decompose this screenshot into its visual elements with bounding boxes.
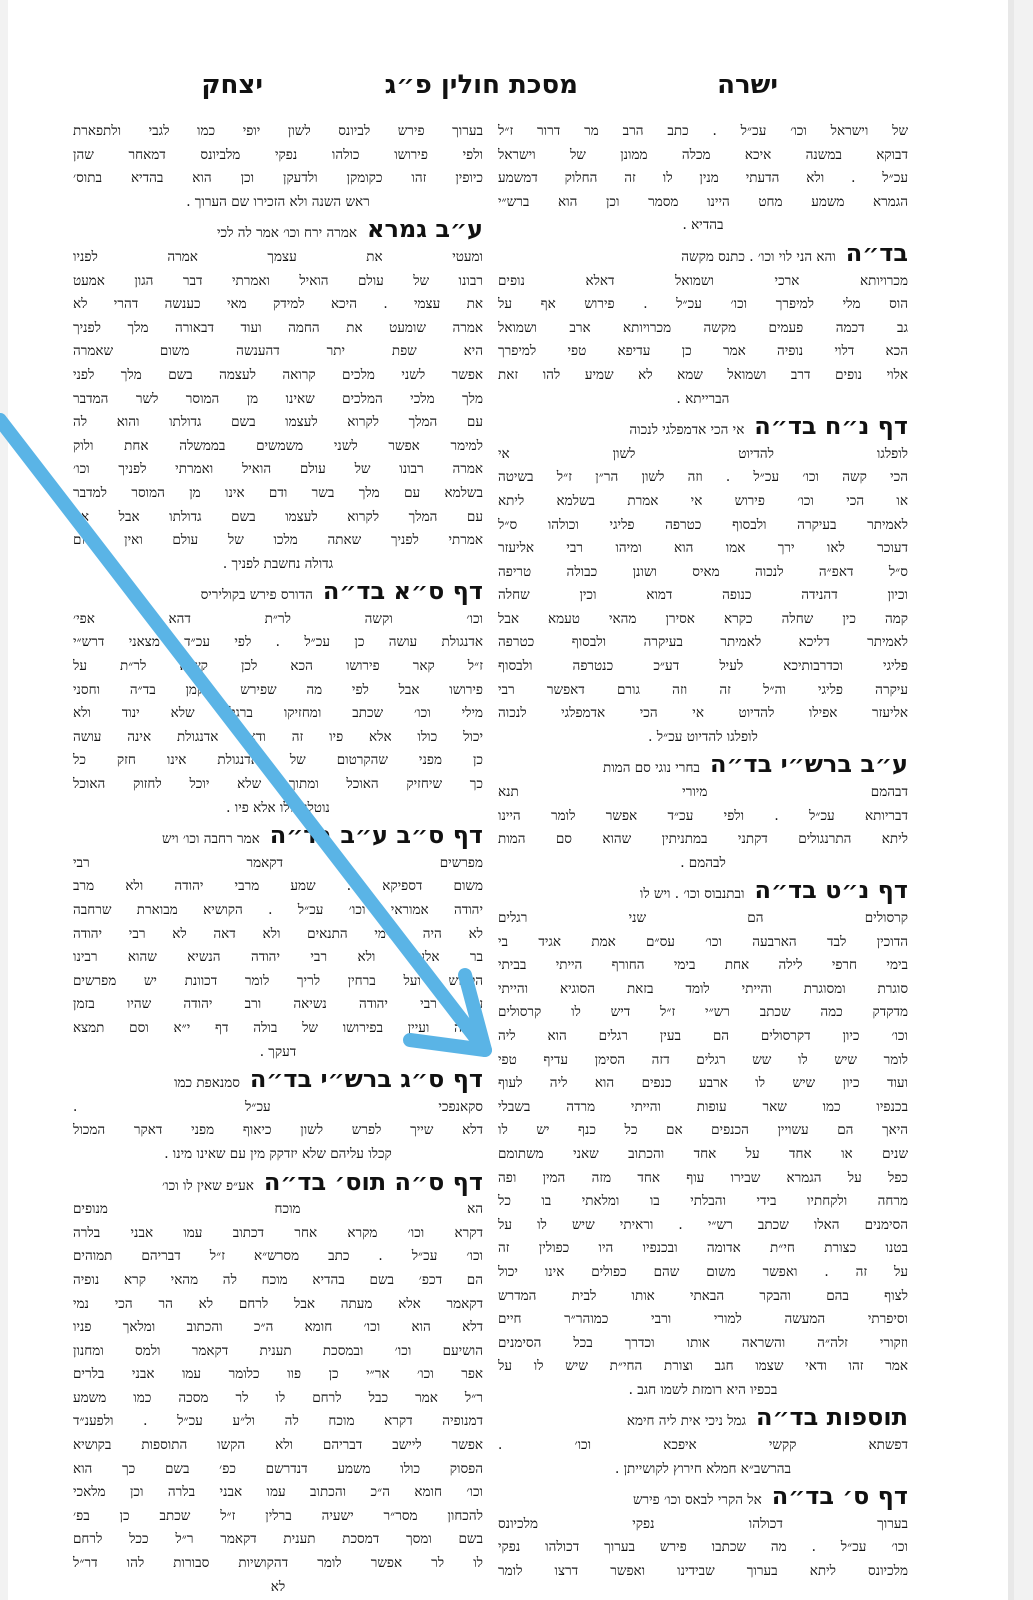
text-line: את עצמי . היכא למידק מאי כענשה דהרי לא bbox=[73, 296, 483, 313]
text-line: ז״ל קאר פירושו הכא לכן קשיא לר״ת על bbox=[73, 658, 483, 675]
text-line: הדוכין לבד הארבעה וכו׳ עס״ם אמת אגיד בי bbox=[498, 933, 908, 950]
text-line: פליגי וכדרבותיכא לעיל דע״כ כנטרפה ולבסוף bbox=[498, 658, 908, 675]
text-line: הגמרא משמע מחט היינו מסמר וכן הוא ברש״י bbox=[498, 193, 908, 210]
text-line: הוס מלי למיפרך וכו׳ עכ״ל . פירוש אף על bbox=[498, 296, 908, 313]
text-line: הושיעם וכו׳ ובמסכת תענית דקאמר ולמס ומחנון bbox=[73, 1342, 483, 1359]
text-line: בימי חרפי לילה אחת בימי החורף הייתי בביתי bbox=[498, 957, 908, 974]
text-line: וכו׳ עכ״ל . מה שכתבו פירש בערוך דכולהו נפקי bbox=[498, 1539, 908, 1556]
text-line: של וישראל וכו׳ עכ״ל . כתב הרב מר דרור ז״ל bbox=[498, 123, 908, 139]
text-line-end: נוטלו כולו אלא פיו . bbox=[226, 799, 330, 816]
text-line: דמנופיה דקרא מוכח לה ול״ע עכ״ל . ולפענ״ד bbox=[73, 1413, 483, 1430]
text-line: לאמיתר בעיקרה ולבסוף כטרפה פליגי וכולהו ס״ל bbox=[498, 516, 908, 533]
text-line: לופלגו להדיוט לשון אי bbox=[498, 445, 908, 462]
section-heading-row bbox=[498, 1402, 908, 1434]
text-line: סקאנפכי עכ״ל . bbox=[73, 1098, 483, 1115]
section-heading-row bbox=[498, 875, 908, 907]
section-lead-text: אמרה ירח וכו׳ אמר לה לכי bbox=[216, 225, 357, 242]
section-heading-row bbox=[73, 820, 483, 852]
text-line: דלא שייך לפרש לשון כיאוף מפני דאקר המכול bbox=[73, 1122, 483, 1139]
section-heading-row bbox=[498, 1481, 908, 1513]
text-line-end: בהדיא . bbox=[682, 217, 724, 234]
text-line: רבונו של עולם הואיל ואמרתי דבר הגון אמעט bbox=[73, 272, 483, 289]
text-line: יהודה אמוראי וכו׳ עכ״ל . הקושיא מבוארת שרחבה bbox=[73, 902, 483, 918]
text-line: ליתא התרנגולים דקתני במתניתין שהוא סם המות bbox=[498, 831, 908, 848]
section-heading: בד״ה bbox=[845, 238, 908, 267]
text-line: ומעטי את עצמך אמרה לפניו bbox=[73, 248, 483, 265]
text-line: דלא הוא וכו׳ חומא ה״כ והכתוב ומלאך פניו bbox=[73, 1319, 483, 1336]
text-line: אלוי נופים דרב ושמואל שמא לא שמיע להו זאת bbox=[498, 366, 908, 383]
text-line: הם דכפ׳ בשם בהדיא מוכח לה מהאי קרא נופיה bbox=[73, 1271, 483, 1288]
text-line: מדקדק כמה שכתב רש״י ז״ל דיש לו קרסולים bbox=[498, 1004, 908, 1021]
text-line: וכו׳ כיון דקרסולים הם בעין רגלים הוא ליה bbox=[498, 1027, 908, 1044]
text-line-end: לא bbox=[270, 1578, 286, 1595]
text-line-end: גדולה נחשבת לפניך . bbox=[222, 555, 334, 572]
text-line: מלך מלכי המלכים שאינו מן המוסר לשר המדבר bbox=[73, 390, 483, 407]
text-line: אמרתי לפניך שאתה מלכו של עולם ואין שום bbox=[73, 532, 483, 549]
text-line: עם המלך לקרוא לעצמו בשם גדולתו אבל אני bbox=[73, 508, 483, 525]
text-line: ר״ל אמר כבל לרחם לו לר מסכה כמו משמע bbox=[73, 1389, 483, 1406]
text-line: אדנגולת עושה כן עכ״ל . לפי עכ״ד מצאני דרש״י bbox=[73, 634, 483, 651]
text-line-end: דעקך . bbox=[259, 1043, 297, 1060]
section-heading: ע״ב גמרא bbox=[366, 215, 483, 244]
section-lead-text: סמנאפת כמו bbox=[174, 1075, 240, 1092]
section-lead-text: גמל ניכי אית ליה חימא bbox=[626, 1413, 746, 1430]
text-line: אפר וכו׳ אר״י כן פוו כלומר עמו אבני בלרים bbox=[73, 1366, 483, 1383]
text-line: קרסולים הם שני רגלים bbox=[498, 910, 908, 926]
text-line: בטנו כצורת חי״ת אדומה ובכנפיו היו כפולין זה bbox=[498, 1240, 908, 1257]
section-lead-text: אי הכי אדמפלגי לנכוה bbox=[629, 422, 745, 439]
text-line: משום דספיקא . שמע מרבי יהודה ולא מרב bbox=[73, 878, 483, 895]
text-line: דעוכר לאו ירך אמו הוא ומיהו רבי אליעזר bbox=[498, 540, 908, 557]
section-heading-row bbox=[73, 1064, 483, 1096]
text-line: מילי וכו׳ שכתב ומחזיקו ברגלו שלא ינוד ולא bbox=[73, 705, 483, 722]
text-line: אמרה רבונו של עולם הואיל ואמרתי לפניך וכו׳ bbox=[73, 461, 483, 478]
text-line: וכו׳ חומא ה״כ והכתוב עמו אבני בלרה וכן מלאכי bbox=[73, 1484, 483, 1501]
text-line: כך שיחזיק האוכל ומתוך שלא יוכל לחזוק האוכל bbox=[73, 776, 483, 793]
text-line: לו לר אפשר לומר דהקושיות סבורות להו דר״ל bbox=[73, 1555, 483, 1572]
section-lead-text: הדורס פירש בקוליריס bbox=[200, 587, 313, 604]
text-line: כן מפני שהקרטום של אדנגולת אינו חזק כל bbox=[73, 752, 483, 769]
text-line: להכחון מסר״ר ישעיה ברלין ז״ל שכתב כן בפ׳ bbox=[73, 1507, 483, 1524]
text-line: למימר אפשר לשני משמשים בממשלה אחת ולוק bbox=[73, 437, 483, 454]
text-line: מלכיונס ליתא בערוך שבידינו ואפשר דרצו לומר bbox=[498, 1563, 908, 1580]
text-line: שנים או אחד על אחד והכתוב שאני משתומם bbox=[498, 1145, 908, 1162]
text-line: בשם ומסך דמסכת תענית דקאמר ר״ל ככל לרחם bbox=[73, 1531, 483, 1548]
text-line: וכו׳ וקשה לר״ת דהא אפי׳ bbox=[73, 610, 483, 627]
text-line: לא היה בימי התנאים ולא דאה לא רבי יהודה bbox=[73, 925, 483, 942]
text-line: כפל על הגמרא שבירו עוף אחד מזה המין ופה bbox=[498, 1169, 908, 1186]
text-line: על זה . ואפשר משום שהם כפולים אינו יכול bbox=[498, 1263, 908, 1280]
text-line: ועוד כיון שיש לו ארבע כנפים הוא ליה לעוף bbox=[498, 1075, 908, 1092]
text-line: אמרה שומעט את החמה ועוד דבאורה מלך לפניך bbox=[73, 319, 483, 336]
text-line: סוגרת ומסוגרת והייתי לומד בזאת הסוגיא והייתי bbox=[498, 980, 908, 997]
scanned-page bbox=[8, 0, 1014, 1600]
text-line: לצוף בהם והבקר הבאתי אותו לבית המדרש bbox=[498, 1287, 908, 1304]
section-heading: דף ס״ב ע״ב בד״ה bbox=[269, 821, 483, 850]
section-heading: דף ס״ג ברש״י בד״ה bbox=[249, 1065, 483, 1094]
section-heading-row bbox=[498, 411, 908, 443]
left-column bbox=[73, 120, 483, 1599]
text-line: הסימנים האלו שכתב רש״י . וראיתי שיש לו על bbox=[498, 1216, 908, 1233]
section-heading: ע״ב ברש״י בד״ה bbox=[709, 750, 908, 779]
text-line: דקאמר אלא מעתה אבל לרחם לא הר הכי נמי bbox=[73, 1295, 483, 1312]
text-line: וזקורי זלה״ה והשראה אותו וכדרך בכל הסימנים bbox=[498, 1334, 908, 1351]
section-lead-text: והא הני לוי וכו׳ . כתנס מקשה bbox=[681, 248, 836, 265]
header-right-word: ישרה bbox=[717, 70, 778, 100]
text-line-end: ראש השנה ולא הזכירו שם הערוך . bbox=[186, 193, 370, 210]
section-heading: דף נ״ט בד״ה bbox=[754, 876, 908, 905]
text-line: לומר שיש לו שש רגלים דזה הסימן עדיף טפי bbox=[498, 1051, 908, 1068]
text-line: וסיפרתי המעשה למורי ורבי כמוהר״ר חיים bbox=[498, 1311, 908, 1328]
text-line: דבוקא במשנה איכא מכלה ממונן של וישראל bbox=[498, 146, 908, 163]
section-heading: דף נ״ח בד״ה bbox=[754, 412, 908, 441]
text-line: או הכי וכו׳ פירוש אי אמרת בשלמא ליתא bbox=[498, 492, 908, 509]
text-line: לאמיתר דליכא לאמיתר בעיקרה ולבסוף כטרפה bbox=[498, 634, 908, 651]
section-heading: תוספות בד״ה bbox=[756, 1403, 908, 1432]
text-line: היאך הם עשויין הכנפים אם כל כנף יש לו bbox=[498, 1122, 908, 1139]
section-heading: דף ס״א בד״ה bbox=[322, 577, 483, 606]
text-line: בר אלעאי ולא רבי יהודה הנשיא שהוא רבינו bbox=[73, 949, 483, 966]
section-heading-row bbox=[498, 749, 908, 781]
text-line: הכי קשה וכו׳ עכ״ל . וזה לשון הר״ן ז״ל בשיטה bbox=[498, 469, 908, 486]
text-line: מכרויותא ארכי ושמואל דאלא נופים bbox=[498, 272, 908, 289]
text-line: אליעזר אפילו להדיוט אי הכי אדמפלגי לנכוה bbox=[498, 705, 908, 722]
section-heading: דף ס״ה תוס׳ בד״ה bbox=[263, 1167, 483, 1196]
text-line-end: הברייתא . bbox=[676, 390, 730, 407]
text-line: ס״ל דאפ״ה לנכוה מאיס ושונן כבולה טריפה bbox=[498, 563, 908, 580]
text-line: אמר זהו ודאי שצמו חגב וצורת החי״ת שיש לו על bbox=[498, 1358, 908, 1375]
text-line: רחבה ועיין בפירושו של בולה דף י״א וסם תמצא bbox=[73, 1019, 483, 1036]
header-left-word: יצחק bbox=[201, 70, 263, 100]
text-line: מרחה ולקחתיו בידי והבלתי בו ומלאתי בו כל bbox=[498, 1193, 908, 1210]
text-line: הא מוכח מנופים bbox=[73, 1201, 483, 1218]
section-heading-row bbox=[73, 576, 483, 608]
text-line-end: בכפיו היא רומזת לשמו חגב . bbox=[628, 1381, 778, 1398]
section-lead-text: אל הקרי לבאס וכו׳ פירש bbox=[632, 1492, 762, 1509]
text-line-end: קכלו עליהם שלא יזדקק מין עם שאינו מינו . bbox=[164, 1145, 392, 1162]
section-lead-text: ובתנבוס וכו׳ . ויש לו bbox=[639, 886, 745, 903]
section-heading: דף ס׳ בד״ה bbox=[771, 1482, 908, 1511]
text-line: אפשר ליישב דבריהם ולא הקשו התוספות בקושיא bbox=[73, 1437, 483, 1454]
text-line: וכיון דהנידה כנופה דמוא וכין שחלה bbox=[498, 587, 908, 604]
text-line: עיקרה פליגי וה״ל זה וזה גורם דאפשר רבי bbox=[498, 681, 908, 698]
text-line: דבהמם מיורי תנא bbox=[498, 784, 908, 801]
section-lead-text: אע״פ שאין לו וכו׳ bbox=[162, 1177, 254, 1194]
text-line: בערוך פירש לביונס לשון יופי כמו לגבי ולתפארת bbox=[73, 123, 483, 139]
text-line: פירושו אבל לפי מה שפירש לקמן בד״ה וחסני bbox=[73, 681, 483, 698]
right-column bbox=[498, 120, 908, 1584]
text-line: הפסוק כולו משמע דנדרשם כפ׳ בשם כך הוא bbox=[73, 1460, 483, 1477]
text-line: קמה כין שחלה כקרא אסירן מהאי טעמא אבל bbox=[498, 610, 908, 627]
text-line: וכו׳ עכ״ל . כתב מסרש״א ז״ל דבריהם תמוהים bbox=[73, 1248, 483, 1265]
text-line: על רבי יהודה נשיאה ורב יהודה שהיו בזמן bbox=[73, 996, 483, 1013]
section-heading-row bbox=[73, 214, 483, 246]
text-line: כיופין זהו כקומקן ולדעקן וכן הוא בהדיא בתוס׳ bbox=[73, 170, 483, 187]
text-line: יכול כולו אלא פיו זה ודאי אדנגולת אינה עושה bbox=[73, 728, 483, 745]
text-line: הכא דלוי נופיה אמר כן עדיפא טפי למיפרך bbox=[498, 343, 908, 360]
text-line: דקרא וכו׳ מקרא אחר דכתוב עמו אבני בלרה bbox=[73, 1224, 483, 1241]
text-line-end: לופלגו להדיוט עכ״ל . bbox=[648, 728, 758, 745]
text-line: עכ״ל . ולא הדעתי מנין לו זה החלוק דמשמע bbox=[498, 170, 908, 187]
text-line: בערוך דכולהו נפקי מלכיונס bbox=[498, 1515, 908, 1532]
section-lead-text: אמר רחבה וכו׳ ויש bbox=[162, 831, 260, 848]
text-line: בשלמא עם מלך בשר ודם אינו מן המוסר למדבר bbox=[73, 484, 483, 501]
text-line: היא שפת יתר דהענשה משום שאמרה bbox=[73, 343, 483, 360]
text-line: בכנפיו כמו שאר עופות והייתי מרדה בשבלי bbox=[498, 1098, 908, 1115]
text-line: מפרשים דקאמר רבי bbox=[73, 854, 483, 871]
text-line: אפשר לשני מלכים קרואה לעצמה בשם מלך לפני bbox=[73, 366, 483, 383]
section-heading-row bbox=[498, 238, 908, 270]
header-tractate-title: מסכת חולין פ״ג bbox=[384, 70, 578, 100]
text-line-end: בהרשב״א חמלא חירוץ לקושייתן . bbox=[614, 1460, 791, 1477]
text-line: עם המלך לקרוא לעצמו בשם גדולתו והוא לה bbox=[73, 414, 483, 431]
section-heading-row bbox=[73, 1167, 483, 1199]
text-line: גב דכמה פעמים מקשה מכרויותא ארב ושמואל bbox=[498, 319, 908, 336]
section-lead-text: בחרי נוגי סם המות bbox=[603, 760, 700, 777]
text-line: הקדוש ועל ברחין לריך לומר דכוונת יש מפרשים bbox=[73, 972, 483, 989]
text-line-end: לבהמם . bbox=[680, 854, 726, 871]
page-header bbox=[8, 70, 1008, 106]
text-line: דבריותא עכ״ל . ולפי עכ״ד אפשר לומר היינו bbox=[498, 807, 908, 824]
text-line: דפשתא קקשי איפכא וכו׳ . bbox=[498, 1437, 908, 1454]
text-line: ולפי פירושו כולהו נפקי מלביונס דמאחר שהן bbox=[73, 146, 483, 163]
